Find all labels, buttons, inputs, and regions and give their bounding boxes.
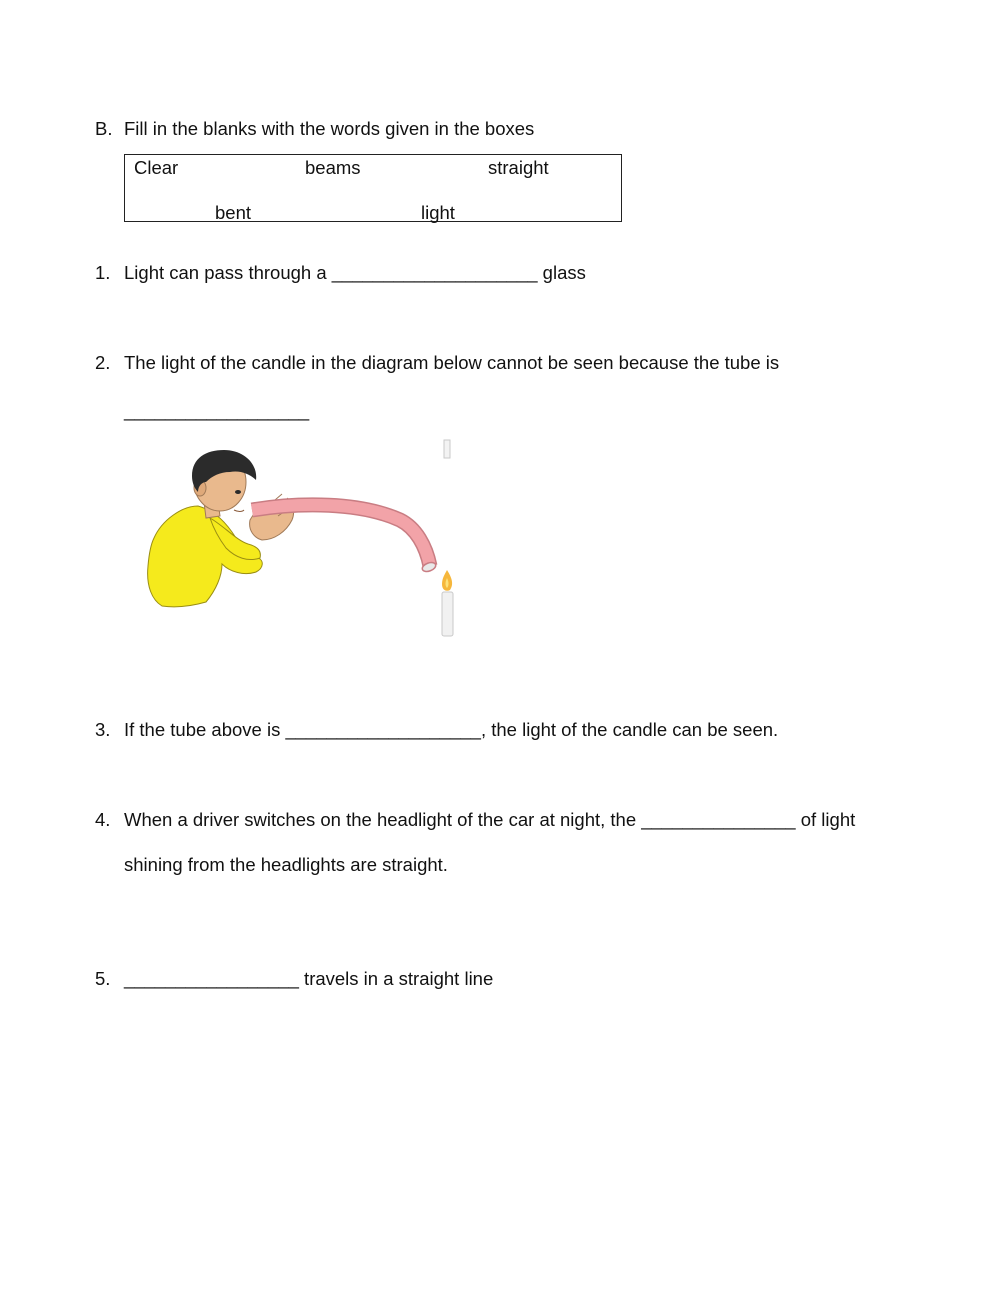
question-number: 5. bbox=[95, 968, 111, 989]
word-option: light bbox=[421, 202, 455, 223]
section-label: B. bbox=[95, 118, 113, 139]
candle-tube-figure bbox=[140, 436, 480, 646]
question-number: 1. bbox=[95, 262, 111, 283]
question-text-continued: shining from the headlights are straight. bbox=[124, 854, 448, 875]
word-option: Clear bbox=[134, 157, 179, 178]
section-instruction: Fill in the blanks with the words given in the boxes bbox=[124, 118, 535, 139]
question-text: The light of the candle in the diagram below cannot be seen because the tube is bbox=[124, 352, 780, 373]
candle-top-icon bbox=[444, 440, 450, 458]
question-number: 2. bbox=[95, 352, 111, 373]
word-option: beams bbox=[305, 157, 361, 178]
question-text: When a driver switches on the headlight of the car at night, the _______________ of light bbox=[124, 809, 856, 830]
answer-blank: __________________ bbox=[124, 400, 310, 421]
question-text: Light can pass through a ____________________ glass bbox=[124, 262, 586, 283]
question-text: _________________ travels in a straight line bbox=[124, 968, 494, 989]
word-option: bent bbox=[215, 202, 252, 223]
boy-icon bbox=[148, 450, 294, 607]
candle-icon bbox=[442, 570, 453, 636]
question-text: If the tube above is ___________________, the light of the candle can be seen. bbox=[124, 719, 779, 740]
question-number: 3. bbox=[95, 719, 111, 740]
word-option: straight bbox=[488, 157, 549, 178]
question-number: 4. bbox=[95, 809, 111, 830]
word-box bbox=[124, 154, 622, 222]
